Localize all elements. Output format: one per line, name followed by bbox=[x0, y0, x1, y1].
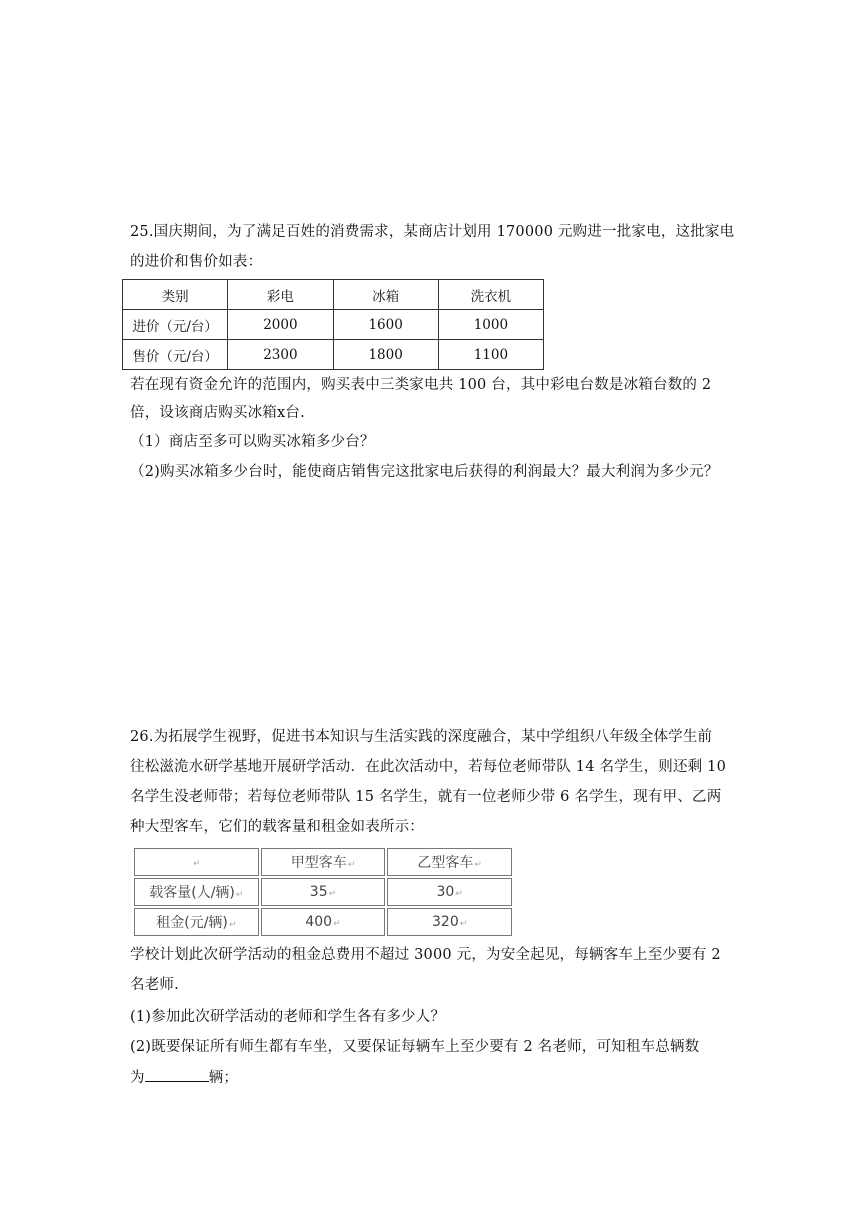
return-mark: ↵ bbox=[455, 889, 463, 899]
q26-line1: 26.为拓展学生视野，促进书本知识与生活实践的深度融合，某中学组织八年级全体学生前 bbox=[130, 729, 713, 745]
table-cell: 1600 bbox=[333, 310, 438, 340]
q26-subquestion-2-line2 bbox=[130, 1063, 740, 1092]
q25-intro-line2: 的进价和售价如表： bbox=[130, 254, 263, 270]
return-mark: ↵ bbox=[328, 889, 337, 899]
table-cell: 2000 bbox=[228, 310, 333, 340]
q26-line4: 种大型客车，它们的载客量和租金如表所示： bbox=[130, 819, 424, 835]
q26-bus-table bbox=[132, 846, 514, 938]
table-row bbox=[123, 310, 544, 340]
table-cell: 1100 bbox=[438, 340, 543, 370]
cell-text: 35 bbox=[309, 884, 328, 900]
cell-text: 30 bbox=[436, 884, 455, 900]
table-cell: 1000 bbox=[438, 310, 543, 340]
table-header-cell bbox=[387, 848, 512, 876]
table-cell: 进价（元/台） bbox=[123, 310, 228, 340]
return-mark: ↵ bbox=[347, 860, 356, 870]
table-cell: 2300 bbox=[228, 340, 333, 370]
q25-subquestion-2: （2)购买冰箱多少台时，能使商店销售完这批家电后获得的利润最大？最大利润为多少元？ bbox=[130, 464, 719, 480]
table-cell bbox=[387, 908, 512, 936]
return-mark: ↵ bbox=[459, 919, 468, 929]
table-header-cell: 彩电 bbox=[228, 280, 333, 310]
table-row bbox=[123, 340, 544, 370]
table-header-cell bbox=[134, 848, 259, 876]
table-cell bbox=[134, 878, 259, 906]
cell-text: 320 bbox=[432, 914, 459, 930]
table-cell bbox=[387, 878, 512, 906]
table-cell: 1800 bbox=[333, 340, 438, 370]
q25-intro-line1: 25.国庆期间，为了满足百姓的消费需求，某商店计划用 170000 元购进一批家电，这批家电 bbox=[130, 224, 735, 240]
q26-text-line2: 名老师. bbox=[130, 977, 179, 993]
return-mark: ↵ bbox=[193, 859, 201, 869]
q26-line2: 往松滋洈水研学基地开展研学活动．在此次活动中，若每位老师带队 14 名学生，则还剩 10 bbox=[130, 759, 727, 775]
table-header-cell: 洗衣机 bbox=[438, 280, 543, 310]
answer-blank bbox=[145, 1063, 209, 1082]
q25-subquestion-1: （1）商店至多可以购买冰箱多少台？ bbox=[130, 434, 375, 450]
table-cell bbox=[134, 908, 259, 936]
cell-text: 载客量(人/辆) bbox=[149, 885, 235, 901]
return-mark: ↵ bbox=[235, 890, 244, 900]
table-row bbox=[134, 878, 512, 906]
q25-text-line2: 倍，设该商店购买冰箱x台. bbox=[130, 405, 305, 421]
table-cell: 售价（元/台） bbox=[123, 340, 228, 370]
prefix-text: 为 bbox=[130, 1070, 145, 1086]
table-header-cell: 冰箱 bbox=[333, 280, 438, 310]
suffix-text: 辆； bbox=[208, 1070, 239, 1086]
table-row bbox=[134, 908, 512, 936]
cell-text: 乙型客车 bbox=[417, 855, 474, 871]
return-mark: ↵ bbox=[333, 919, 341, 929]
return-mark: ↵ bbox=[228, 920, 237, 930]
table-row bbox=[134, 848, 512, 876]
cell-text: 甲型客车 bbox=[290, 855, 347, 871]
q26-line3: 名学生没老师带；若每位老师带队 15 名学生，就有一位老师少带 6 名学生，现有甲、乙两 bbox=[130, 789, 722, 805]
table-cell bbox=[261, 878, 386, 906]
table-header-cell bbox=[261, 848, 386, 876]
table-row bbox=[123, 280, 544, 310]
cell-text: 租金(元/辆) bbox=[156, 915, 228, 931]
table-header-cell: 类别 bbox=[123, 280, 228, 310]
q26-text-line1: 学校计划此次研学活动的租金总费用不超过 3000 元，为安全起见，每辆客车上至少要有 2 bbox=[130, 947, 721, 963]
q25-price-table bbox=[122, 279, 544, 370]
q26-subquestion-2-line1: (2)既要保证所有师生都有车坐，又要保证每辆车上至少要有 2 名老师，可知租车总辆数 bbox=[130, 1039, 700, 1055]
q25-text-line1: 若在现有资金允许的范围内，购买表中三类家电共 100 台，其中彩电台数是冰箱台数的 2 bbox=[130, 377, 712, 393]
q26-subquestion-1: (1)参加此次研学活动的老师和学生各有多少人？ bbox=[130, 1009, 446, 1025]
cell-text: 400 bbox=[305, 914, 333, 930]
return-mark: ↵ bbox=[474, 860, 482, 870]
table-cell bbox=[261, 908, 386, 936]
